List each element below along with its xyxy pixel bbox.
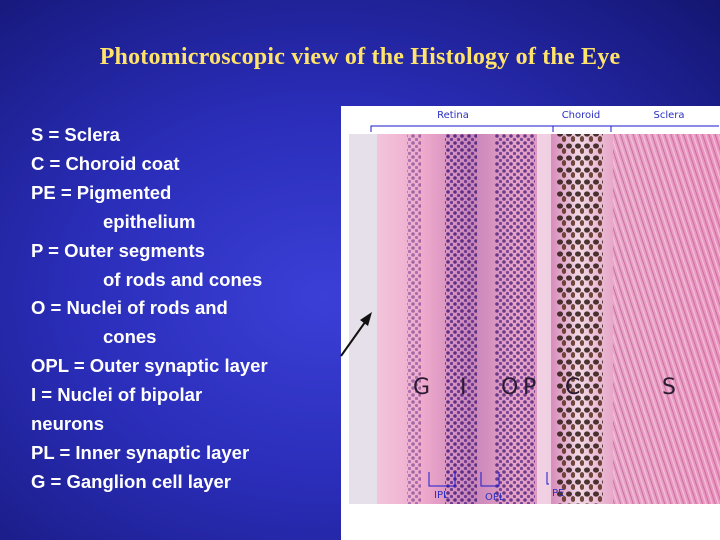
sclera-band (613, 134, 720, 504)
legend-line: neurons (31, 413, 104, 435)
layer-letter-i: I (460, 375, 467, 400)
legend-line: cones (103, 326, 157, 348)
layer-letter-s: S (662, 375, 676, 400)
legend-line: PE = Pigmented (31, 181, 172, 203)
pigment-choroid-band (557, 134, 603, 504)
legend-line: PL = Inner synaptic layer (31, 441, 250, 463)
ipl-label: IPL (434, 490, 449, 501)
legend-line: of rods and cones (103, 268, 263, 290)
legend-line: OPL = Outer synaptic layer (31, 355, 268, 377)
legend-line: epithelium (103, 210, 196, 232)
legend-line: G = Ganglion cell layer (31, 470, 231, 492)
legend-line: O = Nuclei of rods and (31, 297, 228, 319)
inner-nuclear-band (445, 134, 477, 504)
layer-legend (31, 121, 341, 497)
layer-letter-p: P (523, 375, 537, 400)
layer-letter-o: O (501, 375, 519, 400)
layer-letter-g: G (413, 375, 431, 400)
top-brackets (371, 126, 719, 132)
eye-histology-micrograph (341, 106, 720, 540)
vitreous-region (349, 134, 377, 504)
ganglion-cell-band (407, 134, 421, 504)
micrograph-svg (341, 106, 720, 540)
retina-label: Retina (437, 110, 469, 121)
opl-label: OPL (485, 492, 505, 503)
legend-line: P = Outer segments (31, 239, 205, 261)
pe-label: PE (552, 488, 565, 499)
choroid-label: Choroid (561, 110, 601, 121)
layer-letter-c: C (565, 375, 581, 400)
outer-nuclear-band (495, 134, 535, 504)
photoreceptor-band (537, 134, 551, 504)
legend-line: I = Nuclei of bipolar (31, 384, 203, 406)
legend-line: S = Sclera (31, 124, 120, 145)
legend-line: C = Choroid coat (31, 152, 180, 174)
slide-title: Photomicroscopic view of the Histology of the Eye (99, 44, 621, 70)
sclera-label: Sclera (653, 110, 685, 121)
